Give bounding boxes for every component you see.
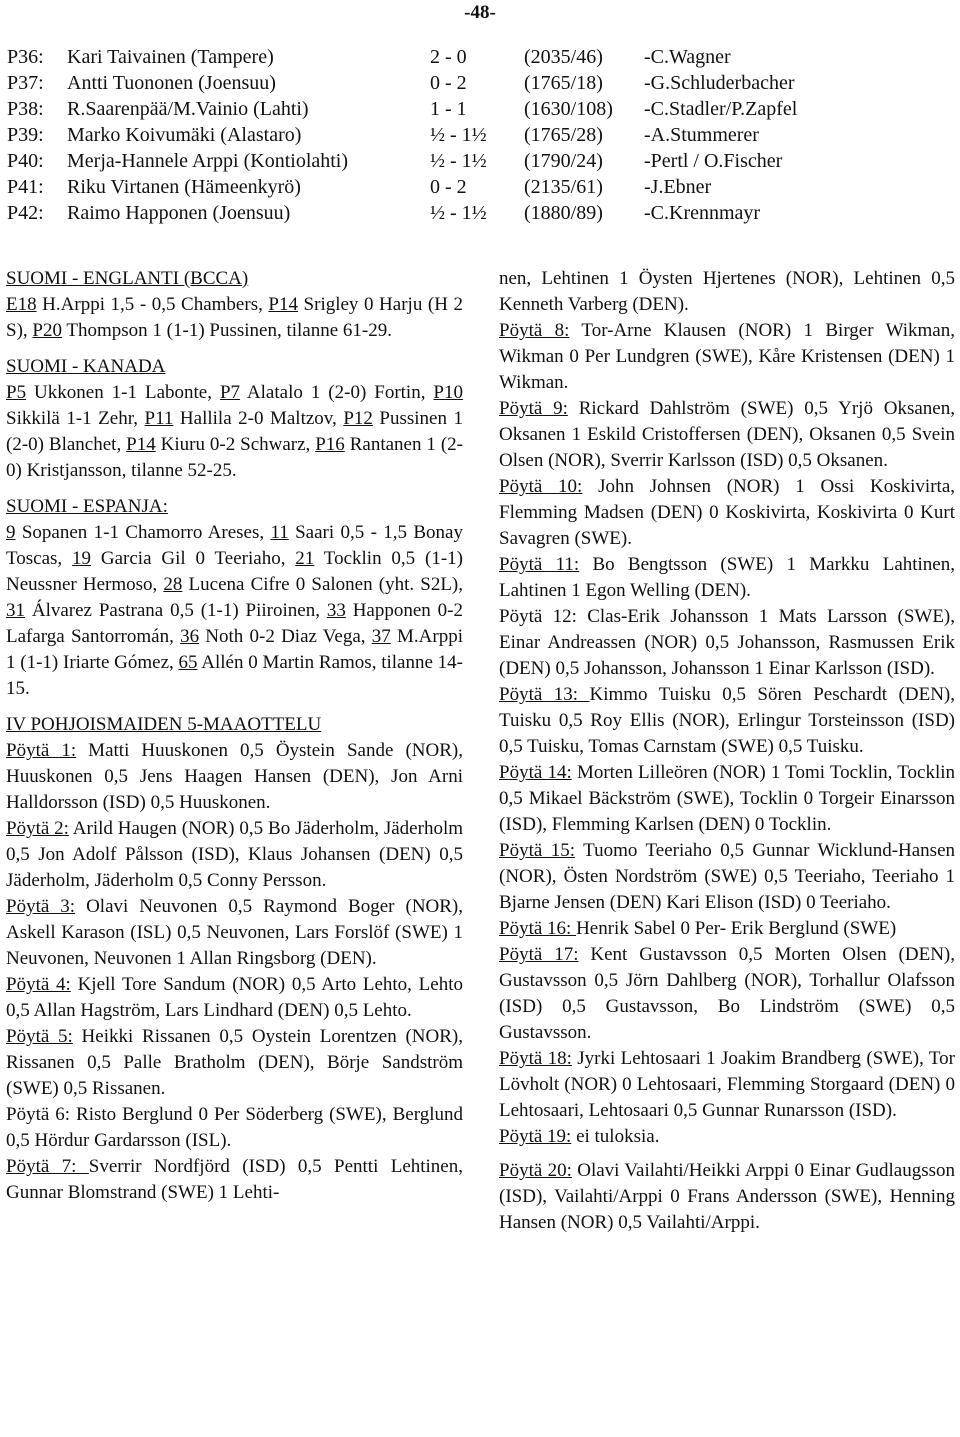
board-number: P38: xyxy=(7,98,44,120)
table-row xyxy=(7,148,953,174)
board-result xyxy=(499,266,955,318)
result-text: Pöytä 6: Risto Berglund 0 Per Söderberg (SWE), Berglund 0,5 Hördur Gardarsson (ISL). xyxy=(6,1104,463,1151)
result-text: Ukkonen 1-1 Labonte, xyxy=(26,382,220,403)
result-text: nen, Lehtinen 1 Öysten Hjertenes (NOR), Lehtinen 0,5 Kenneth Varberg (DEN). xyxy=(499,268,955,315)
section-heading: SUOMI - ENGLANTI (BCCA) xyxy=(6,268,249,289)
opponent: -C.Stadler/P.Zapfel xyxy=(644,98,798,120)
result-text: Noth 0-2 Diaz Vega, xyxy=(199,626,372,647)
score: 0 - 2 xyxy=(430,176,467,198)
board-result xyxy=(499,916,955,942)
board-result xyxy=(499,1124,955,1150)
board-result xyxy=(6,816,463,894)
opponent: -C.Krennmayr xyxy=(644,202,761,224)
board-ref: P5 xyxy=(6,382,27,403)
rating: (2135/61) xyxy=(524,176,603,198)
result-text: Álvarez Pastrana 0,5 (1-1) Piiroinen, xyxy=(25,600,327,621)
section-canada xyxy=(6,354,463,484)
board-ref: 19 xyxy=(72,548,92,569)
table-row xyxy=(7,96,953,122)
board-result xyxy=(6,1154,463,1206)
section-heading: SUOMI - ESPANJA: xyxy=(6,496,168,517)
board-ref: P14 xyxy=(268,294,298,315)
rating: (1880/89) xyxy=(524,202,603,224)
result-text: H.Arppi 1,5 - 0,5 Chambers, xyxy=(36,294,269,315)
board-result xyxy=(499,474,955,552)
table-row xyxy=(7,200,953,226)
result-text: Garcia Gil 0 Teeriaho, xyxy=(91,548,296,569)
board-number: P37: xyxy=(7,72,44,94)
board-label: Pöytä 1: xyxy=(6,740,77,761)
rating: (1765/18) xyxy=(524,72,603,94)
result-text: Alatalo 1 (2-0) Fortin, xyxy=(240,382,434,403)
section-body xyxy=(6,520,463,702)
board-result xyxy=(499,838,955,916)
result-text: Saari 0,5 - 1,5 Bonay Toscas, xyxy=(6,522,463,569)
board-label: Pöytä 7: xyxy=(6,1156,89,1177)
board-label: Pöytä 15: xyxy=(499,840,576,861)
rating: (2035/46) xyxy=(524,46,603,68)
result-text: Matti Huuskonen 0,5 Öystein Sande (NOR), Huuskonen 0,5 Jens Haagen Hansen (DEN), Jon Arni Halldorsson (ISD) 0,5 Huuskonen. xyxy=(6,740,463,813)
rating: (1765/28) xyxy=(524,124,603,146)
table-row xyxy=(7,44,953,70)
section-nordic xyxy=(6,712,463,1206)
result-text: Tuomo Teeriaho 0,5 Gunnar Wicklund-Hansen (NOR), Östen Nordström (SWE) 0,5 Teeriaho, Teeriaho 1 Bjarne Jensen (DEN) Kari Elison (ISD) 0 Teeriaho. xyxy=(499,840,956,913)
section-heading: IV POHJOISMAIDEN 5-MAAOTTELU xyxy=(6,714,322,735)
board-ref: 9 xyxy=(6,522,16,543)
result-text: Heikki Rissanen 0,5 Oystein Lorentzen (NOR), Rissanen 0,5 Palle Bratholm (DEN), Börje Sandström (SWE) 0,5 Rissanen. xyxy=(6,1026,463,1099)
board-result xyxy=(499,942,955,1046)
opponent: -Pertl / O.Fischer xyxy=(644,150,783,172)
board-ref: P11 xyxy=(144,408,174,429)
result-text: Pussinen 1 (2-0) Blanchet, xyxy=(6,408,463,455)
result-text: Bo Bengtsson (SWE) 1 Markku Lahtinen, Lahtinen 1 Egon Welling (DEN). xyxy=(499,554,955,601)
player-name: Merja-Hannele Arppi (Kontiolahti) xyxy=(67,150,349,172)
board-number: P41: xyxy=(7,176,44,198)
board-ref: P16 xyxy=(315,434,345,455)
opponent: -C.Wagner xyxy=(644,46,731,68)
board-label: Pöytä 3: xyxy=(6,896,76,917)
player-name: R.Saarenpää/M.Vainio (Lahti) xyxy=(67,98,309,120)
table-row xyxy=(7,70,953,96)
result-text: Kiuru 0-2 Schwarz, xyxy=(155,434,316,455)
score: 2 - 0 xyxy=(430,46,467,68)
result-text: Jyrki Lehtosaari 1 Joakim Brandberg (SWE), Tor Lövholt (NOR) 0 Lehtosaari, Flemming Storgaard (DEN) 0 Lehtosaari, Lehtosaari 0,5 Gunnar Runarsson (ISD). xyxy=(499,1048,955,1121)
board-label: Pöytä 19: xyxy=(499,1126,572,1147)
result-text: Kjell Tore Sandum (NOR) 0,5 Arto Lehto, Lehto 0,5 Allan Hagström, Lars Lindhard (DEN) 0,5 Lehto. xyxy=(6,974,463,1021)
board-result xyxy=(6,1102,463,1154)
table-row xyxy=(7,122,953,148)
board-label: Pöytä 11: xyxy=(499,554,580,575)
board-number: P36: xyxy=(7,46,44,68)
board-ref: P7 xyxy=(219,382,241,403)
result-text: Rantanen 1 (2-0) Kristjansson, tilanne 52-25. xyxy=(6,434,463,481)
board-label: Pöytä 16: xyxy=(499,918,577,939)
result-text: Olavi Vailahti/Heikki Arppi 0 Einar Gudlaugsson (ISD), Vailahti/Arppi 0 Frans Andersson (SWE), Henning Hansen (NOR) 0,5 Vailahti/Arppi. xyxy=(499,1160,955,1233)
board-ref: 31 xyxy=(6,600,25,621)
results-table xyxy=(7,44,953,226)
board-result xyxy=(6,1024,463,1102)
section-england xyxy=(6,266,463,344)
board-ref: 28 xyxy=(163,574,183,595)
board-result xyxy=(6,738,463,816)
board-label: Pöytä 8: xyxy=(499,320,570,341)
board-result xyxy=(499,682,955,760)
result-text: Pöytä 12: Clas-Erik Johansson 1 Mats Larsson (SWE), Einar Andreassen (NOR) 0,5 Johansson, Rasmussen Erik (DEN) 0,5 Johansson, Johansson 1 Einar Karlsson (ISD). xyxy=(499,606,955,679)
section-body xyxy=(6,380,463,484)
board-ref: 37 xyxy=(371,626,391,647)
result-text: Tor-Arne Klausen (NOR) 1 Birger Wikman, Wikman 0 Per Lundgren (SWE), Kåre Kristensen (DEN) 1 Wikman. xyxy=(499,320,955,393)
board-result xyxy=(499,1158,955,1236)
board-label: Pöytä 4: xyxy=(6,974,71,995)
result-text: Sverrir Nordfjörd (ISD) 0,5 Pentti Lehtinen, Gunnar Blomstrand (SWE) 1 Lehti- xyxy=(6,1156,463,1203)
rating: (1790/24) xyxy=(524,150,603,172)
section-spain xyxy=(6,494,463,702)
board-number: P42: xyxy=(7,202,44,224)
board-label: Pöytä 14: xyxy=(499,762,572,783)
board-ref: 11 xyxy=(270,522,289,543)
right-column xyxy=(499,266,955,1236)
board-label: Pöytä 9: xyxy=(499,398,568,419)
result-text: John Johnsen (NOR) 1 Ossi Koskivirta, Flemming Madsen (DEN) 0 Koskivirta, Koskivirta 0 Kurt Savagren (SWE). xyxy=(499,476,956,549)
result-text: M.Arppi 1 (1-1) Iriarte Gómez, xyxy=(6,626,463,673)
board-ref: P14 xyxy=(126,434,156,455)
board-ref: 65 xyxy=(178,652,198,673)
player-name: Marko Koivumäki (Alastaro) xyxy=(67,124,302,146)
board-ref: P10 xyxy=(433,382,463,403)
page-number: -48- xyxy=(464,2,496,23)
board-result xyxy=(6,972,463,1024)
opponent: -A.Stummerer xyxy=(644,124,759,146)
score: ½ - 1½ xyxy=(430,124,487,146)
board-ref: P12 xyxy=(343,408,373,429)
section-heading: SUOMI - KANADA xyxy=(6,356,166,377)
board-number: P39: xyxy=(7,124,44,146)
left-column xyxy=(6,266,463,1216)
result-text: Tocklin 0,5 (1-1) Neussner Hermoso, xyxy=(6,548,464,595)
result-text: Hallila 2-0 Maltzov, xyxy=(173,408,344,429)
board-ref: E18 xyxy=(6,294,37,315)
result-text: Morten Lilleören (NOR) 1 Tomi Tocklin, Tocklin 0,5 Mikael Bäckström (SWE), Tocklin 0 Torgeir Einarsson (ISD), Flemming Karlsen (DEN) 0 Tocklin. xyxy=(499,762,955,835)
result-text: Srigley 0 Harju (H 2 S), xyxy=(6,294,463,341)
player-name: Raimo Happonen (Joensuu) xyxy=(67,202,291,224)
result-text: Arild Haugen (NOR) 0,5 Bo Jäderholm, Jäderholm 0,5 Jon Adolf Pålsson (ISD), Klaus Johansen (DEN) 0,5 Jäderholm, Jäderholm 0,5 Conny Persson. xyxy=(6,818,463,891)
result-text: Sikkilä 1-1 Zehr, xyxy=(6,408,145,429)
board-result xyxy=(499,760,955,838)
board-result xyxy=(499,1046,955,1124)
score: 0 - 2 xyxy=(430,72,467,94)
score: ½ - 1½ xyxy=(430,150,487,172)
board-result xyxy=(499,552,955,604)
board-number: P40: xyxy=(7,150,44,172)
player-name: Riku Virtanen (Hämeenkyrö) xyxy=(67,176,301,198)
opponent: -J.Ebner xyxy=(644,176,712,198)
board-result xyxy=(499,604,955,682)
result-text: Lucena Cifre 0 Salonen (yht. S2L), xyxy=(182,574,463,595)
result-text: Allén 0 Martin Ramos, tilanne 14-15. xyxy=(6,652,463,699)
board-result xyxy=(6,894,463,972)
result-text: Olavi Neuvonen 0,5 Raymond Boger (NOR), Askell Karason (ISL) 0,5 Neuvonen, Lars Forslöf (SWE) 1 Neuvonen, Neuvonen 1 Allan Ringsborg (DEN). xyxy=(6,896,464,969)
score: 1 - 1 xyxy=(430,98,467,120)
board-label: Pöytä 10: xyxy=(499,476,583,497)
rating: (1630/108) xyxy=(524,98,613,120)
board-result xyxy=(499,396,955,474)
board-label: Pöytä 20: xyxy=(499,1160,572,1181)
board-ref: 33 xyxy=(326,600,346,621)
board-label: Pöytä 13: xyxy=(499,684,590,705)
score: ½ - 1½ xyxy=(430,202,487,224)
section-body xyxy=(6,292,463,344)
board-ref: 21 xyxy=(295,548,315,569)
result-text: Kent Gustavsson 0,5 Morten Olsen (DEN), Gustavsson 0,5 Jörn Dahlberg (NOR), Torhallur Olafsson (ISD) 0,5 Gustavsson, Bo Lindström (SWE) 0,5 Gustavsson. xyxy=(499,944,956,1043)
result-text: ei tuloksia. xyxy=(571,1126,660,1147)
player-name: Antti Tuononen (Joensuu) xyxy=(67,72,276,94)
board-label: Pöytä 5: xyxy=(6,1026,73,1047)
result-text: Sopanen 1-1 Chamorro Areses, xyxy=(15,522,271,543)
board-label: Pöytä 2: xyxy=(6,818,69,839)
opponent: -G.Schluderbacher xyxy=(644,72,795,94)
table-row xyxy=(7,174,953,200)
board-result xyxy=(499,318,955,396)
board-ref: 36 xyxy=(180,626,200,647)
board-ref: P20 xyxy=(32,320,62,341)
player-name: Kari Taivainen (Tampere) xyxy=(67,46,274,68)
result-text: Kimmo Tuisku 0,5 Sören Peschardt (DEN), Tuisku 0,5 Roy Ellis (NOR), Erlingur Torsteinsson (ISD) 0,5 Tuisku, Tomas Carnstam (SWE) 0,5 Tuisku. xyxy=(499,684,955,757)
result-text: Thompson 1 (1-1) Pussinen, tilanne 61-29. xyxy=(61,320,392,341)
board-label: Pöytä 17: xyxy=(499,944,579,965)
result-text: Rickard Dahlström (SWE) 0,5 Yrjö Oksanen, Oksanen 1 Eskild Cristoffersen (DEN), Oksanen 0,5 Svein Olsen (NOR), Sverrir Karlsson (ISD) 0,5 Oksanen. xyxy=(499,398,955,471)
result-text: Henrik Sabel 0 Per- Erik Berglund (SWE) xyxy=(576,918,897,939)
board-label: Pöytä 18: xyxy=(499,1048,572,1069)
result-text: Happonen 0-2 Lafarga Santorromán, xyxy=(6,600,463,647)
